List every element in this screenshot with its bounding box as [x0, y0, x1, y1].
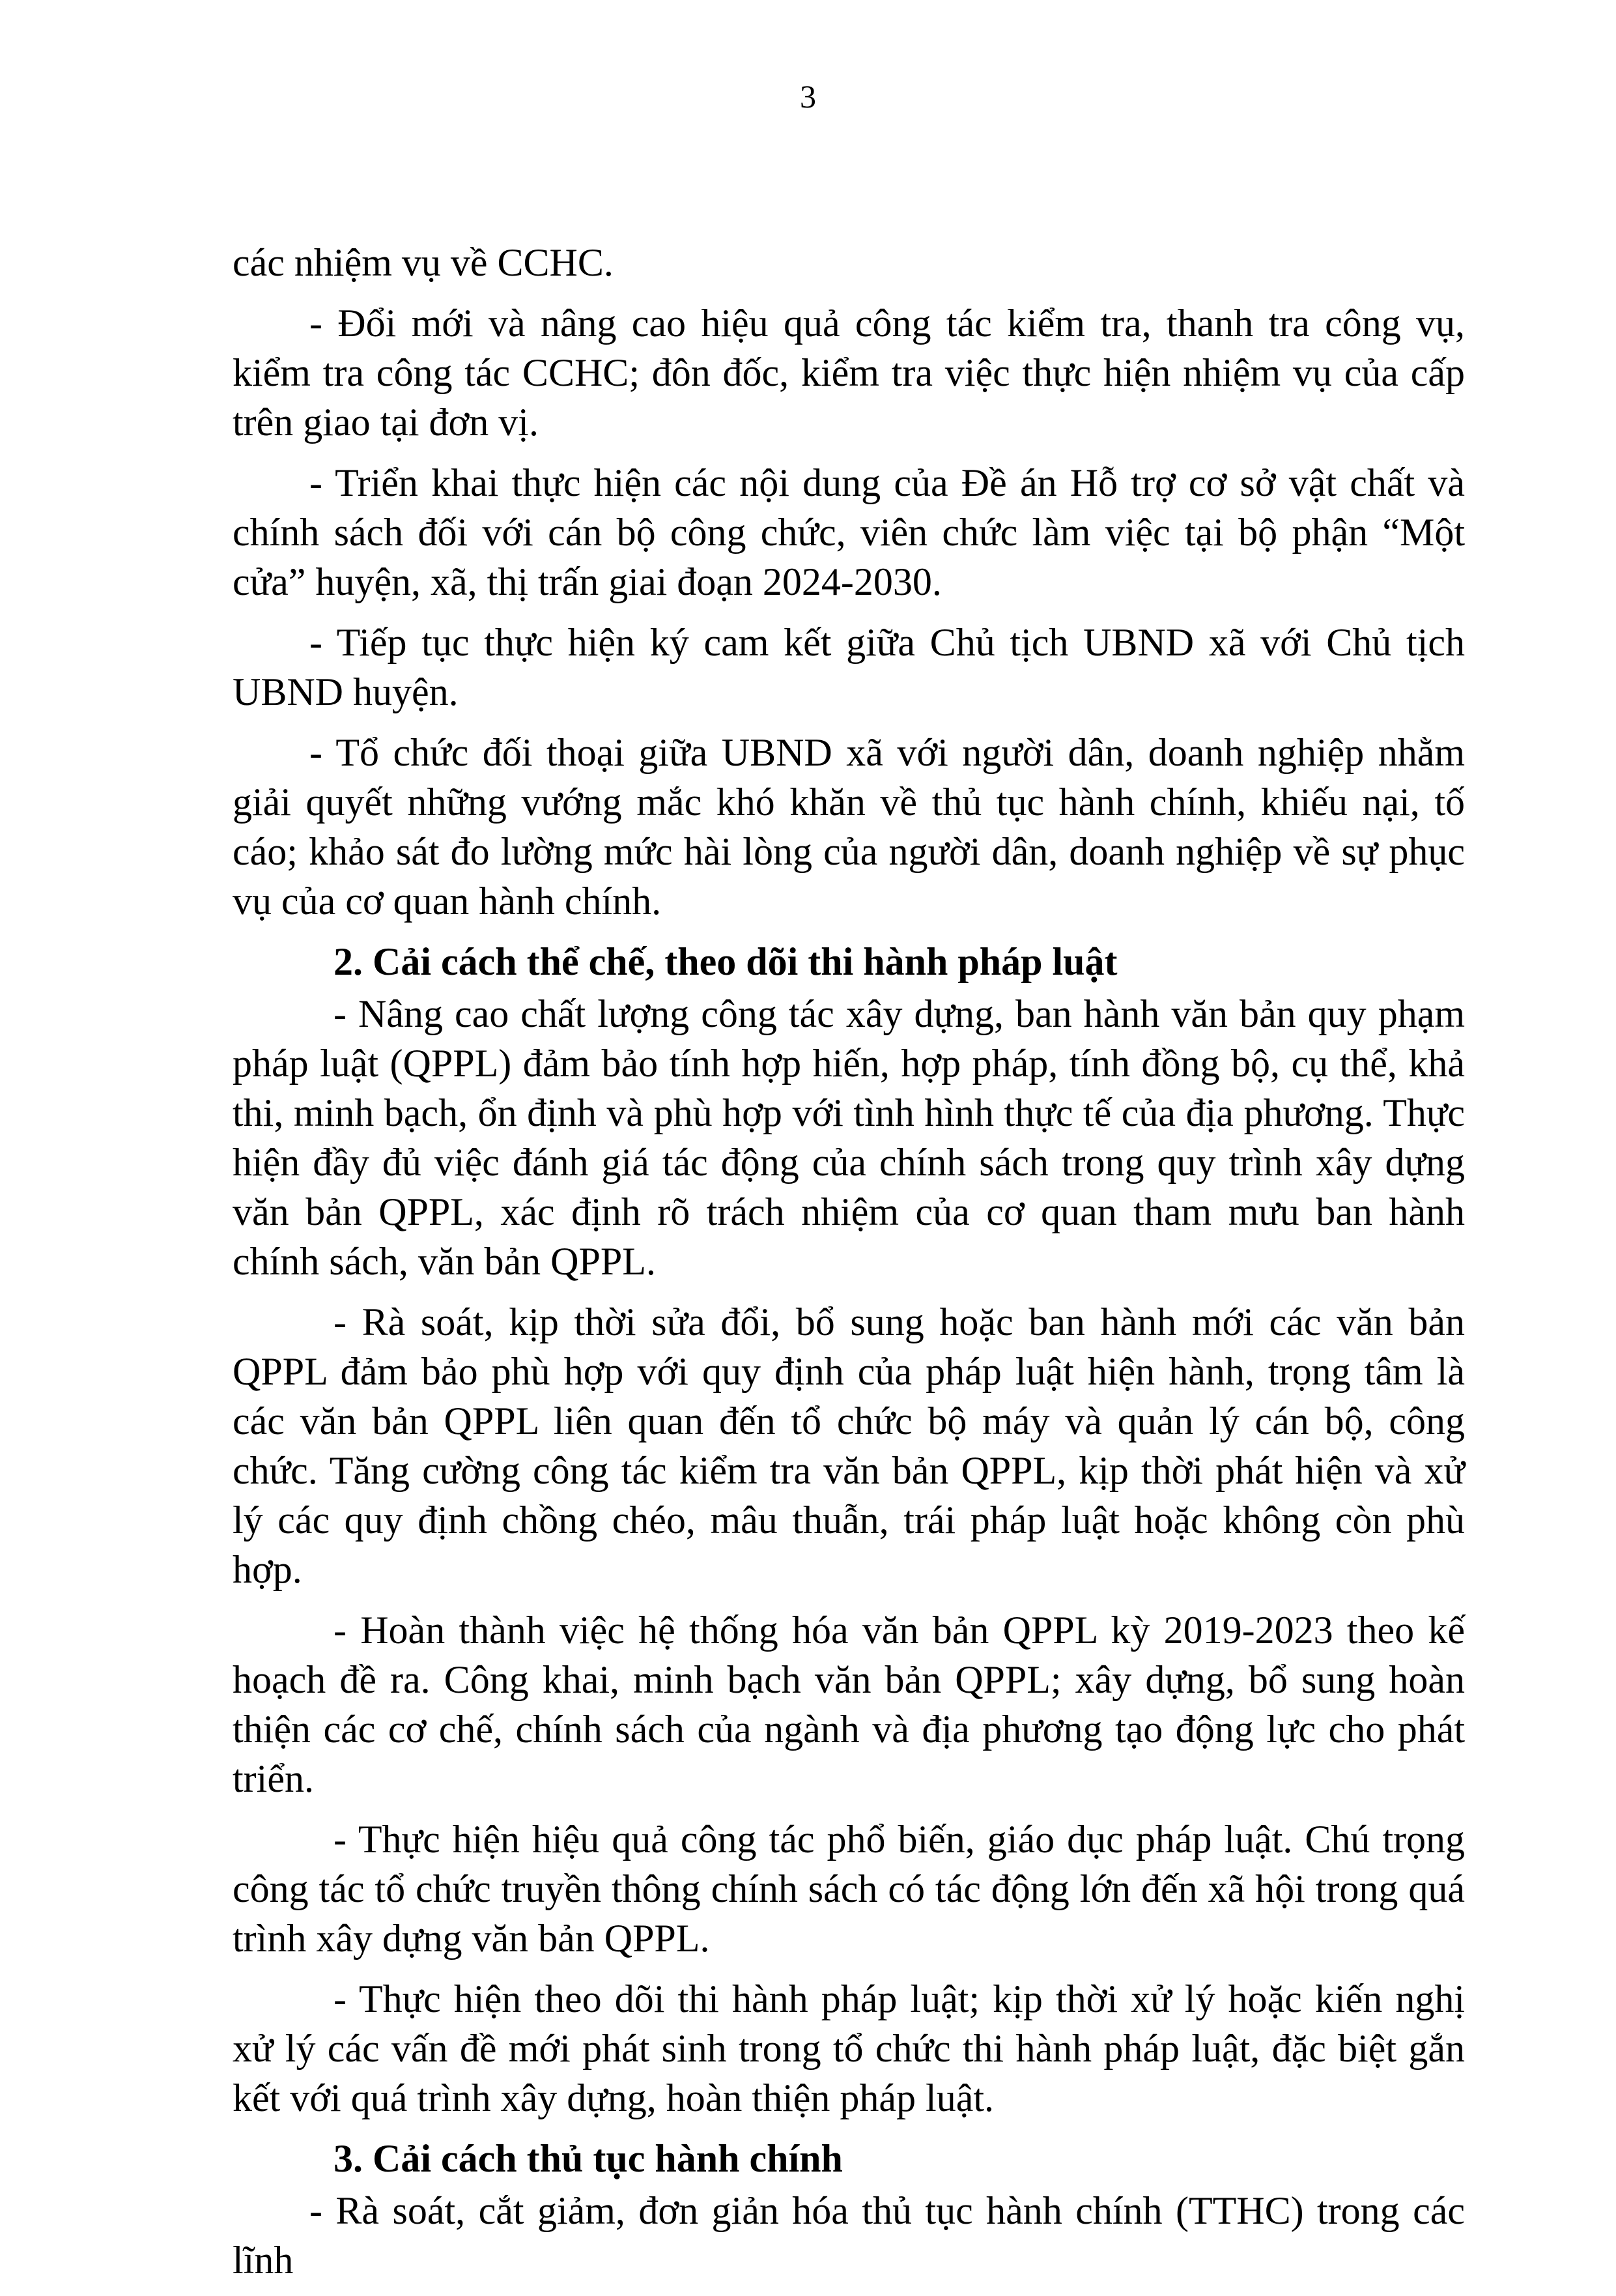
paragraph: - Hoàn thành việc hệ thống hóa văn bản QPPL kỳ 2019-2023 theo kế hoạch đề ra. Công khai, minh bạch văn bản QPPL; xây dựng, bổ sung hoàn thiện các cơ chế, chính sách của ngành và địa phương tạo động lực cho phát triển.	[233, 1609, 1465, 1800]
paragraph: - Thực hiện hiệu quả công tác phổ biến, giáo dục pháp luật. Chú trọng công tác tổ chức truyền thông chính sách có tác động lớn đến xã hội trong quá trình xây dựng văn bản QPPL.	[233, 1818, 1465, 1960]
paragraph: - Thực hiện theo dõi thi hành pháp luật; kịp thời xử lý hoặc kiến nghị xử lý các vấn đề mới phát sinh trong tổ chức thi hành pháp luật, đặc biệt gắn kết với quá trình xây dựng, hoàn thiện pháp luật.	[233, 1977, 1465, 2119]
paragraph: - Rà soát, kịp thời sửa đổi, bổ sung hoặc ban hành mới các văn bản QPPL đảm bảo phù hợp với quy định của pháp luật hiện hành, trọng tâm là các văn bản QPPL liên quan đến tổ chức bộ máy và quản lý cán bộ, công chức. Tăng cường công tác kiểm tra văn bản QPPL, kịp thời phát hiện và xử lý các quy định chồng chéo, mâu thuẫn, trái pháp luật hoặc không còn phù hợp.	[233, 1300, 1465, 1591]
paragraph: - Nâng cao chất lượng công tác xây dựng, ban hành văn bản quy phạm pháp luật (QPPL) đảm bảo tính hợp hiến, hợp pháp, tính đồng bộ, cụ thể, khả thi, minh bạch, ổn định và phù hợp với tình hình thực tế của địa phương. Thực hiện đầy đủ việc đánh giá tác động của chính sách trong quy trình xây dựng văn bản QPPL, xác định rõ trách nhiệm của cơ quan tham mưu ban hành chính sách, văn bản QPPL.	[233, 992, 1465, 1283]
paragraph-continuation: các nhiệm vụ về CCHC.	[233, 241, 614, 284]
document-body	[233, 238, 1465, 2296]
section-heading: 2. Cải cách thể chế, theo dõi thi hành pháp luật	[333, 940, 1118, 983]
paragraph: - Triển khai thực hiện các nội dung của Đề án Hỗ trợ cơ sở vật chất và chính sách đối với cán bộ công chức, viên chức làm việc tại bộ phận “Một cửa” huyện, xã, thị trấn giai đoạn 2024-2030.	[233, 461, 1465, 603]
section-heading: 3. Cải cách thủ tục hành chính	[333, 2137, 843, 2180]
page-number: 3	[800, 78, 816, 115]
paragraph: - Tổ chức đối thoại giữa UBND xã với người dân, doanh nghiệp nhằm giải quyết những vướng mắc khó khăn về thủ tục hành chính, khiếu nại, tố cáo; khảo sát đo lường mức hài lòng của người dân, doanh nghiệp về sự phục vụ của cơ quan hành chính.	[233, 731, 1465, 923]
paragraph: - Tiếp tục thực hiện ký cam kết giữa Chủ tịch UBND xã với Chủ tịch UBND huyện.	[233, 621, 1465, 713]
paragraph: - Đổi mới và nâng cao hiệu quả công tác kiểm tra, thanh tra công vụ, kiểm tra công tác CCHC; đôn đốc, kiểm tra việc thực hiện nhiệm vụ của cấp trên giao tại đơn vị.	[233, 302, 1465, 444]
paragraph: - Rà soát, cắt giảm, đơn giản hóa thủ tục hành chính (TTHC) trong các lĩnh	[233, 2189, 1465, 2282]
